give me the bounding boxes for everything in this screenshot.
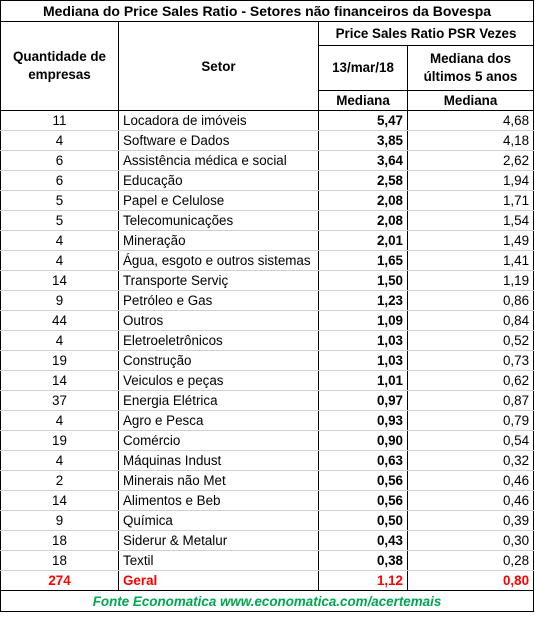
table-row — [1, 371, 534, 391]
table-header — [1, 1, 534, 111]
row-qty: 18 — [1, 531, 119, 551]
table-row — [1, 171, 534, 191]
row-avg5: 0,28 — [408, 551, 534, 571]
row-sector: Máquinas Indust — [119, 451, 319, 471]
table-row — [1, 191, 534, 211]
row-median: 1,03 — [319, 331, 408, 351]
row-sector: Mineração — [119, 231, 319, 251]
row-avg5: 1,41 — [408, 251, 534, 271]
row-avg5: 2,62 — [408, 151, 534, 171]
table-row — [1, 331, 534, 351]
row-sector: Agro e Pesca — [119, 411, 319, 431]
row-sector: Alimentos e Beb — [119, 491, 319, 511]
row-median: 0,43 — [319, 531, 408, 551]
row-qty: 5 — [1, 191, 119, 211]
row-qty: 4 — [1, 451, 119, 471]
row-qty: 14 — [1, 491, 119, 511]
row-qty: 6 — [1, 171, 119, 191]
row-sector: Software e Dados — [119, 131, 319, 151]
row-avg5: 1,19 — [408, 271, 534, 291]
row-median: 0,56 — [319, 491, 408, 511]
header-median-current: Mediana — [319, 91, 408, 111]
row-qty: 9 — [1, 511, 119, 531]
table-row — [1, 551, 534, 571]
table-row — [1, 411, 534, 431]
row-sector: Comércio — [119, 431, 319, 451]
row-median: 1,03 — [319, 351, 408, 371]
row-qty: 5 — [1, 211, 119, 231]
header-avg5: Mediana dos últimos 5 anos — [408, 46, 534, 91]
header-group: Price Sales Ratio PSR Vezes — [319, 22, 534, 46]
table-footer — [1, 571, 534, 612]
row-sector: Locadora de imóveis — [119, 111, 319, 131]
row-avg5: 0,46 — [408, 471, 534, 491]
row-sector: Petróleo e Gas — [119, 291, 319, 311]
row-sector: Educação — [119, 171, 319, 191]
row-avg5: 0,30 — [408, 531, 534, 551]
row-qty: 19 — [1, 351, 119, 371]
row-avg5: 0,46 — [408, 491, 534, 511]
table-row — [1, 451, 534, 471]
row-avg5: 1,94 — [408, 171, 534, 191]
row-sector: Energia Elétrica — [119, 391, 319, 411]
row-median: 1,09 — [319, 311, 408, 331]
row-qty: 2 — [1, 471, 119, 491]
row-avg5: 0,52 — [408, 331, 534, 351]
row-median: 0,97 — [319, 391, 408, 411]
header-quantity: Quantidade de empresas — [1, 22, 119, 111]
row-median: 2,08 — [319, 211, 408, 231]
row-qty: 4 — [1, 411, 119, 431]
table-row — [1, 231, 534, 251]
header-date: 13/mar/18 — [319, 46, 408, 91]
row-median: 2,08 — [319, 191, 408, 211]
table-title: Mediana do Price Sales Ratio - Setores não financeiros da Bovespa — [1, 1, 534, 22]
row-sector: Química — [119, 511, 319, 531]
row-median: 1,01 — [319, 371, 408, 391]
table-row — [1, 391, 534, 411]
total-avg5: 0,80 — [408, 571, 534, 591]
row-sector: Eletroeletrônicos — [119, 331, 319, 351]
row-median: 0,50 — [319, 511, 408, 531]
row-sector: Veiculos e peças — [119, 371, 319, 391]
row-avg5: 1,49 — [408, 231, 534, 251]
row-median: 1,50 — [319, 271, 408, 291]
row-sector: Papel e Celulose — [119, 191, 319, 211]
table-row — [1, 151, 534, 171]
row-median: 5,47 — [319, 111, 408, 131]
row-qty: 4 — [1, 131, 119, 151]
row-median: 3,85 — [319, 131, 408, 151]
row-avg5: 0,86 — [408, 291, 534, 311]
table-row — [1, 251, 534, 271]
row-avg5: 1,71 — [408, 191, 534, 211]
row-qty: 37 — [1, 391, 119, 411]
table-row-total — [1, 571, 534, 591]
row-avg5: 0,79 — [408, 411, 534, 431]
row-median: 1,23 — [319, 291, 408, 311]
row-sector: Assistência médica e social — [119, 151, 319, 171]
row-qty: 19 — [1, 431, 119, 451]
row-avg5: 0,62 — [408, 371, 534, 391]
row-qty: 18 — [1, 551, 119, 571]
table-row — [1, 531, 534, 551]
row-avg5: 4,68 — [408, 111, 534, 131]
table-row — [1, 431, 534, 451]
row-median: 0,56 — [319, 471, 408, 491]
table-row — [1, 131, 534, 151]
row-sector: Minerais não Met — [119, 471, 319, 491]
table-body — [1, 111, 534, 571]
header-sector: Setor — [119, 22, 319, 111]
row-sector: Telecomunicações — [119, 211, 319, 231]
row-qty: 6 — [1, 151, 119, 171]
row-median: 2,58 — [319, 171, 408, 191]
source-footer: Fonte Economatica www.economatica.com/acertemais — [1, 591, 534, 612]
row-qty: 9 — [1, 291, 119, 311]
row-avg5: 0,39 — [408, 511, 534, 531]
row-avg5: 0,54 — [408, 431, 534, 451]
row-sector: Transporte Serviç — [119, 271, 319, 291]
table-row — [1, 211, 534, 231]
row-qty: 14 — [1, 271, 119, 291]
row-sector: Textil — [119, 551, 319, 571]
row-median: 3,64 — [319, 151, 408, 171]
header-median-avg5: Mediana — [408, 91, 534, 111]
table-row — [1, 271, 534, 291]
row-qty: 14 — [1, 371, 119, 391]
table-row — [1, 351, 534, 371]
total-sector: Geral — [119, 571, 319, 591]
row-median: 0,63 — [319, 451, 408, 471]
row-sector: Outros — [119, 311, 319, 331]
row-sector: Água, esgoto e outros sistemas — [119, 251, 319, 271]
row-median: 1,65 — [319, 251, 408, 271]
row-sector: Construção — [119, 351, 319, 371]
row-avg5: 0,73 — [408, 351, 534, 371]
row-qty: 11 — [1, 111, 119, 131]
table-row — [1, 511, 534, 531]
row-qty: 4 — [1, 231, 119, 251]
row-median: 0,93 — [319, 411, 408, 431]
total-qty: 274 — [1, 571, 119, 591]
row-avg5: 0,32 — [408, 451, 534, 471]
table-row — [1, 311, 534, 331]
row-median: 0,38 — [319, 551, 408, 571]
row-avg5: 1,54 — [408, 211, 534, 231]
row-avg5: 0,87 — [408, 391, 534, 411]
total-median: 1,12 — [319, 571, 408, 591]
table-row — [1, 491, 534, 511]
row-median: 0,90 — [319, 431, 408, 451]
table-row — [1, 291, 534, 311]
row-qty: 44 — [1, 311, 119, 331]
row-qty: 4 — [1, 251, 119, 271]
row-qty: 4 — [1, 331, 119, 351]
table-row — [1, 111, 534, 131]
table-row — [1, 471, 534, 491]
row-sector: Siderur & Metalur — [119, 531, 319, 551]
row-median: 2,01 — [319, 231, 408, 251]
row-avg5: 4,18 — [408, 131, 534, 151]
row-avg5: 0,84 — [408, 311, 534, 331]
